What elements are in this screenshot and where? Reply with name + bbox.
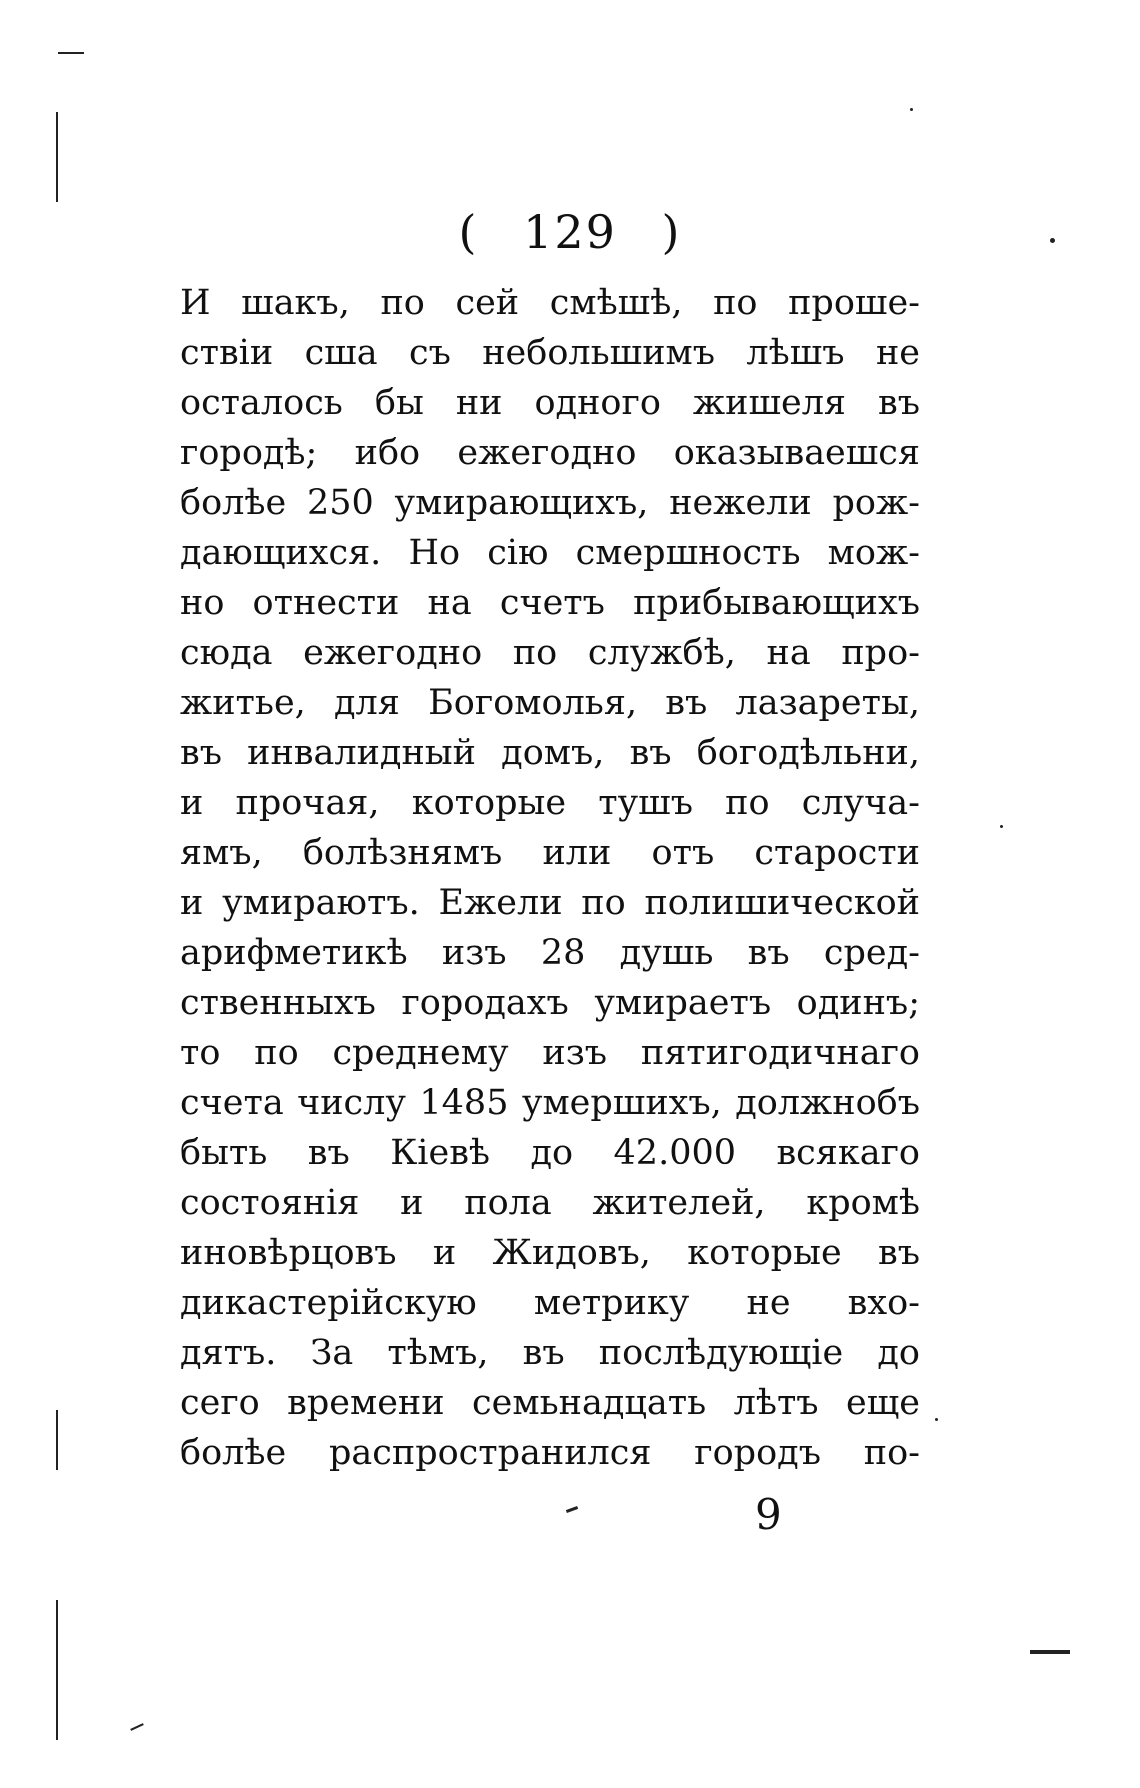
text-line: дятъ. За тѣмъ, въ послѣдующіе до [180, 1333, 920, 1373]
scan-mark-dot [1000, 825, 1003, 828]
scan-mark-dot [910, 108, 913, 111]
text-line: состоянія и пола жителей, кромѣ [180, 1183, 920, 1223]
scan-mark-dot [935, 1418, 938, 1421]
text-line: но отнести на счетъ прибывающихъ [180, 583, 920, 623]
scan-mark-right-dash [1030, 1650, 1070, 1654]
text-line: сюда ежегодно по службѣ, на про- [180, 633, 920, 673]
text-line: городѣ; ибо ежегодно оказываешся [180, 433, 920, 473]
text-line: осталось бы ни одного жишеля въ [180, 383, 920, 423]
text-line: болѣе распространился городъ по- [180, 1433, 920, 1473]
text-line: счета числу 1485 умершихъ, должнобъ [180, 1083, 920, 1123]
page-number-header [0, 205, 1140, 259]
text-line: то по среднему изъ пятигодичнаго [180, 1033, 920, 1073]
scan-mark-dot [130, 1723, 144, 1731]
header-open-paren: ( [458, 205, 479, 259]
text-line: и прочая, которые тушъ по случа- [180, 783, 920, 823]
scan-mark-dot [566, 1506, 578, 1513]
text-line: быть въ Кіевѣ до 42.000 всякаго [180, 1133, 920, 1173]
text-line: ствіи сша съ небольшимъ лѣшъ не [180, 333, 920, 373]
text-line: арифметикѣ изъ 28 душь въ сред- [180, 933, 920, 973]
scan-mark-left-bar [56, 112, 58, 202]
text-line: дикастерійскую метрику не вхо- [180, 1283, 920, 1323]
scan-mark-left-bar [56, 1600, 58, 1740]
text-line: И шакъ, по сей смѣшѣ, по проше- [180, 283, 920, 323]
text-line: иновѣрцовъ и Жидовъ, которые въ [180, 1233, 920, 1273]
text-line: и умираютъ. Ежели по полишической [180, 883, 920, 923]
text-line: болѣе 250 умирающихъ, нежели рож- [180, 483, 920, 523]
text-line: ямъ, болѣзнямъ или отъ старости [180, 833, 920, 873]
text-line: сего времени семьнадцать лѣтъ еще [180, 1383, 920, 1423]
scan-mark-dot [1050, 238, 1055, 243]
scan-mark-top-dash [58, 52, 84, 54]
text-line: дающихся. Но сію смершность мож- [180, 533, 920, 573]
signature-mark: 9 [755, 1490, 782, 1539]
scan-mark-left-bar [56, 1410, 58, 1470]
body-text [180, 278, 920, 1478]
text-line: въ инвалидный домъ, въ богодѣльни, [180, 733, 920, 773]
header-close-paren: ) [661, 205, 682, 259]
text-line: житье, для Богомолья, въ лазареты, [180, 683, 920, 723]
text-line: ственныхъ городахъ умираетъ одинъ; [180, 983, 920, 1023]
page-number: 129 [523, 205, 617, 259]
